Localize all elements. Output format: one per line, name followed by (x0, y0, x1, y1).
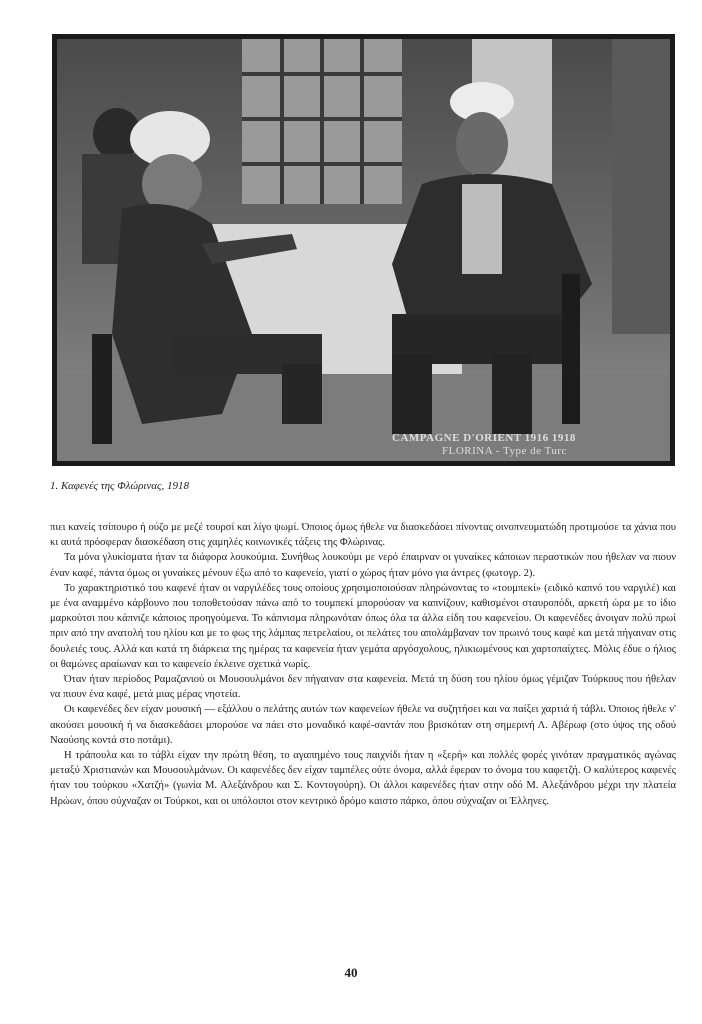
page-number: 40 (344, 965, 358, 980)
photo-caption: 1. Καφενές της Φλώρινας, 1918 (50, 480, 190, 492)
body-text (50, 520, 676, 809)
paragraph: Το χαρακτηριστικό του καφενέ ήταν οι ναργιλέδες τους οποίους χρησιμοποιούσαν πληρώνοντας το «τουμπεκί» (ειδικό καπνό του ναργιλέ) και με ένα αναμμένο κάρβουνο που τοποθετούσαν πάνω από το τουμπεκί μπορούσαν να καπνίζουν, καθισμένοι σταυροπόδι, αρκετή ώρα με το ίδιο μαρκούτσι που κάπνιζε κάποιος προηγούμενα. Το κάπνισμα πληρωνόταν όπως όλα τα άλλα είδη του καφενείου. Οι καφενέδες άνοιγαν πολύ πρωί πριν από την ανατολή του ηλίου και με το φως της λάμπας πετρελαίου, οι πελάτες του απολάμβαναν τον πρωινό τους καφέ και μετά πήγαιναν στις δουλειές τους. Αλλά και κατά τη διάρκεια της ημέρας τα καφενεία ήταν γεμάτα αργόσχολους, ηλικιωμένους και χαρτοπαίχτες. Μόλις έδυε ο ήλιος οι θαμώνες αραίωναν και το καφενείο έκλεινε σχετικά νωρίς. (50, 582, 676, 670)
photo-stamp-line1: CAMPAGNE D'ORIENT 1916 1918 (392, 432, 576, 444)
paragraph: Οι καφενέδες δεν είχαν μουσική — εξάλλου ο πελάτης αυτών των καφενείων ήθελε να συζητήσει και να παίξει χαρτιά ή τάβλι. Όποιος ήθελε ν' ακούσει μουσική ή να διασκεδάσει μπορούσε να πάει στο μοναδικό καφέ-σαντάν που βρισκόταν στη σημερινή Λ. Αβέρωφ (στο ύψος της οδού Ναούσης κοντά στο ποτάμι). (50, 704, 676, 746)
photo-stamp-line2: FLORINA - Type de Turc (442, 445, 567, 457)
photo-illustration (52, 34, 675, 466)
paragraph: Όταν ήταν περίοδος Ραμαζανιού οι Μουσουλμάνοι δεν πήγαιναν στα καφενεία. Μετά τη δύση του ηλίου όμως γέμιζαν Τούρκους που ήθελαν να πιουν ένα καφέ, μετά μιας μέρας νηστεία. (50, 674, 676, 701)
paragraph: πιει κανείς τσίπουρο ή ούζο με μεζέ τουρσί και λίγο ψωμί. Όποιος όμως ήθελε να διασκεδάσει πίνοντας οινοπνευματώδη προτιμούσε τα χάνια που κι αυτά πρόσφεραν διασκέδαση στις χαμηλές κοινωνικές τάξεις της Φλώρινας. (50, 522, 676, 549)
paragraph: Η τράπουλα και το τάβλι είχαν την πρώτη θέση, το αγαπημένο τους παιχνίδι ήταν η «ξερή» και πολλές φορές γινόταν πραγματικός αγώνας μεταξύ Χριστιανών και Μουσουλμάνων. Οι καφενέδες δεν είχαν ταμπέλες ούτε όνομα, αλλά έφεραν το όνομα του καφετζή. Ο καλύτερος καφενές ήταν του τούρκου «Χατζή» (γωνία Μ. Αλεξάνδρου και Σ. Κοντογούρη). Οι άλλοι καφενέδες ήταν στην οδό Μ. Αλεξάνδρου μέχρι την πλατεία Ηρώων, όπου σύχναζαν οι Τούρκοι, και οι υπόλοιποι στον κεντρικό δρόμο καιστο πάρκο, όπου σύχναζαν οι Έλληνες. (50, 750, 676, 807)
photo-stamp (392, 432, 672, 458)
historical-photo-cafe (52, 34, 675, 466)
paragraph: Τα μόνα γλυκίσματα ήταν τα διάφορα λουκούμια. Συνήθως λουκούμι με νερό έπαιρναν οι γυναίκες κάποιων περαστικών που ήθελαν να πιουν έναν καφέ, πάντα όμως οι γυναίκες μένουν έξω από το καφενείο, γιατί ο χώρος ήταν μόνο για άντρες (φωτογρ. 2). (50, 552, 676, 579)
